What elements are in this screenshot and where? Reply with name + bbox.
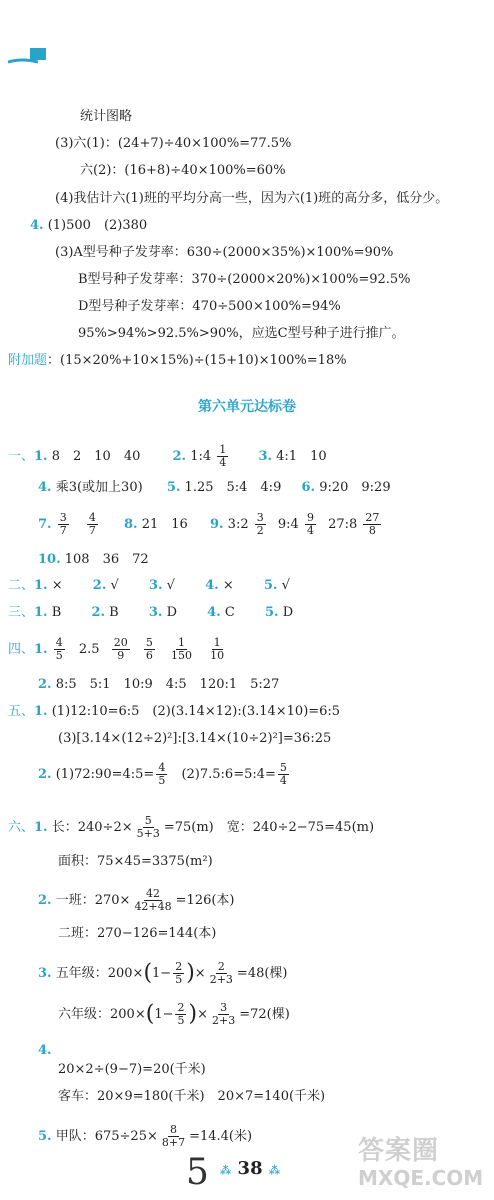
answer: B <box>51 605 62 620</box>
fraction: $\frac{2}{5}$ <box>177 1001 185 1027</box>
question-number: 1. <box>34 605 48 620</box>
answer: 1.25 5:4 4:9 <box>184 480 282 495</box>
s1-row2 <box>38 478 391 498</box>
question-number: 8. <box>124 517 138 532</box>
s6-row5 <box>38 1124 252 1149</box>
text-line: (3)[3.14×(12÷2)²]:[3.14×(10÷2)²]=36:25 <box>58 731 332 746</box>
question-number: 9. <box>209 517 224 532</box>
answer: 一班：270× <box>55 893 131 908</box>
answer: √ <box>166 578 175 593</box>
question-number: 5. <box>264 605 279 620</box>
question-number: 1. <box>34 449 48 464</box>
fraction: $\frac{3}{2+3}$ <box>211 1001 236 1027</box>
s5-row1 <box>8 702 340 722</box>
fraction: $\frac{4}{5}$ <box>55 636 63 662</box>
s1-row3 <box>38 512 383 537</box>
question-number: 4. <box>38 480 52 495</box>
question-number: 2. <box>38 893 52 908</box>
answer: C <box>224 605 235 620</box>
section-label: 六、 <box>8 820 35 835</box>
answer: D <box>282 605 294 620</box>
section-label: 四、 <box>8 642 35 657</box>
fraction: $\frac{9}{4}$ <box>306 511 314 537</box>
text-line: 六(2)：(16+8)÷40×100%=60% <box>80 163 286 178</box>
section-label: 二、 <box>8 578 35 593</box>
question-number: 4. <box>30 218 44 233</box>
answer: 108 36 72 <box>64 552 149 567</box>
answer: (1)12:10=6:5 (2)(3.14×12):(3.14×10)=6:5 <box>51 704 341 719</box>
question-number: 2. <box>38 767 52 782</box>
text-line: D型号种子发芽率：470÷500×100%=94% <box>78 299 341 314</box>
answer: 8 2 10 40 <box>51 449 141 464</box>
section-label: 三、 <box>8 605 35 620</box>
answer: (1)500 (2)380 <box>47 218 148 233</box>
fraction: $\frac{3}{2}$ <box>256 511 264 537</box>
answer: 9:4 <box>277 517 299 532</box>
question-number: 1. <box>34 704 48 719</box>
question-number: 3. <box>258 449 273 464</box>
answer: 1:4 <box>190 449 212 464</box>
s2-row <box>8 576 290 596</box>
fraction: $\frac{2}{2+3}$ <box>209 960 233 986</box>
answer: 4:1 10 <box>276 449 327 464</box>
answer: =48(棵) <box>236 966 288 981</box>
answer: 长：240÷2× <box>51 820 133 835</box>
section-label: 五、 <box>8 704 35 719</box>
corner-decoration <box>8 46 48 68</box>
question-number: 10. <box>38 552 61 567</box>
s6-row1 <box>8 815 374 840</box>
question-number: 3. <box>148 578 163 593</box>
answer: =72(棵) <box>239 1007 290 1022</box>
fraction: $\frac{4}{5}$ <box>158 761 166 787</box>
answer: 乘3(或加上30) <box>55 480 143 495</box>
s3-row <box>8 603 293 623</box>
text-line: B型号种子发芽率：370÷(2000×20%)×100%=92.5% <box>78 272 411 287</box>
page-number: ⁂ 38 ⁂ <box>220 1158 281 1179</box>
answer: ：(15×20%+10×15%)÷(15+10)×100%=18% <box>47 353 347 368</box>
question-number: 6. <box>301 480 316 495</box>
text-line: (4)我估计六(1)班的平均分高一些，因为六(1)班的高分多，低分少。 <box>55 191 449 206</box>
answer: 21 16 <box>141 517 188 532</box>
answer: 9:20 9:29 <box>319 480 391 495</box>
question-number: 2. <box>91 605 106 620</box>
question-number: 5. <box>166 480 181 495</box>
section-title: 第六单元达标卷 <box>198 399 296 415</box>
answer: 3:2 <box>227 517 249 532</box>
fraction: $\frac{5}{4}$ <box>279 761 287 787</box>
text-line: 95%>94%>92.5%>90%，应选C型号种子进行推广。 <box>78 326 405 341</box>
question-number: 4. <box>205 578 219 593</box>
handwritten-mark: 5 <box>186 1152 209 1193</box>
fraction: $\frac{5}{5+3}$ <box>136 814 160 840</box>
answer: × <box>222 578 234 593</box>
answer: √ <box>281 578 290 593</box>
fraction: $\frac{1}{4}$ <box>219 443 227 469</box>
watermark-url: MXQE.COM <box>358 1166 484 1190</box>
extra-question <box>8 351 347 371</box>
text-line: (3)A型号种子发芽率：630÷(2000×35%)×100%=90% <box>55 245 394 260</box>
fraction: $\frac{2}{5}$ <box>175 960 183 986</box>
answer: 五年级：200× <box>55 966 144 981</box>
s1-row4 <box>38 550 149 570</box>
question-number: 5. <box>38 1129 52 1144</box>
answer: (1)72:90=4:5= <box>55 767 155 782</box>
fraction: $\frac{27}{8}$ <box>365 511 380 537</box>
fraction: $\frac{5}{6}$ <box>145 636 153 662</box>
text-line: 20×2÷(9−7)=20(千米) <box>58 1062 206 1077</box>
s5-row2 <box>38 762 291 787</box>
text-line: 客车：20×9=180(千米) 20×7=140(千米) <box>58 1089 326 1104</box>
text-line: 统计图略 <box>80 109 133 124</box>
answer: 8:5 5:1 10:9 4:5 120:1 5:27 <box>55 677 280 692</box>
s6-row4 <box>38 1041 52 1061</box>
answer: =126(本) <box>175 893 235 908</box>
answer: D <box>166 605 178 620</box>
answer: =75(m) 宽：240÷2−75=45(m) <box>163 820 375 835</box>
answer: =14.4(米) <box>189 1129 253 1144</box>
s6-row2 <box>38 888 235 913</box>
answer: × <box>51 578 63 593</box>
question-4 <box>30 216 147 236</box>
question-number: 4. <box>38 1043 52 1058</box>
question-number: 1. <box>34 820 48 835</box>
fraction: $\frac{8}{8+7}$ <box>161 1123 186 1149</box>
question-number: 3. <box>38 966 52 981</box>
fraction: $\frac{1}{150}$ <box>170 636 192 662</box>
question-number: 1. <box>34 578 48 593</box>
text-line: 面积：75×45=3375(m²) <box>58 854 213 869</box>
question-number: 2. <box>38 677 52 692</box>
answer: 甲队：675÷25× <box>55 1129 158 1144</box>
fraction: $\frac{4}{7}$ <box>88 511 96 537</box>
question-number: 4. <box>207 605 221 620</box>
answer: 六年级：200× <box>58 1007 146 1022</box>
s1-row1 <box>8 444 327 469</box>
fraction: $\frac{20}{9}$ <box>113 636 128 662</box>
question-number: 2. <box>92 578 107 593</box>
question-number: 7. <box>38 517 52 532</box>
question-number: 5. <box>263 578 278 593</box>
extra-label: 附加题 <box>8 353 48 368</box>
text-line: (3)六(1)：(24+7)÷40×100%=77.5% <box>55 136 292 151</box>
answer: 27:8 <box>328 517 358 532</box>
question-number: 2. <box>172 449 187 464</box>
answer: √ <box>110 578 119 593</box>
question-number: 3. <box>148 605 163 620</box>
question-number: 1. <box>34 642 48 657</box>
fraction: $\frac{1}{10}$ <box>210 636 225 662</box>
section-label: 一、 <box>8 449 35 464</box>
answer: B <box>109 605 119 620</box>
s6-row3: 3. 五年级：200×(1− $\frac{2}{5}$ )× $\frac{2}{2+3}$ =48(棵) <box>38 960 288 986</box>
answer: 2.5 <box>78 642 100 657</box>
s4-row2 <box>38 675 279 695</box>
watermark: 答案圈 <box>358 1136 440 1166</box>
answer: (2)7.5:6=5:4= <box>181 767 276 782</box>
s6-row3b: 六年级：200×(1− $\frac{2}{5}$ )× $\frac{3}{2+3}$ =72(棵) <box>58 1001 290 1027</box>
fraction: $\frac{3}{7}$ <box>59 511 67 537</box>
s4-row1 <box>8 637 228 662</box>
text-line: 二班：270−126=144(本) <box>58 926 217 941</box>
fraction: $\frac{42}{42+48}$ <box>134 887 172 913</box>
